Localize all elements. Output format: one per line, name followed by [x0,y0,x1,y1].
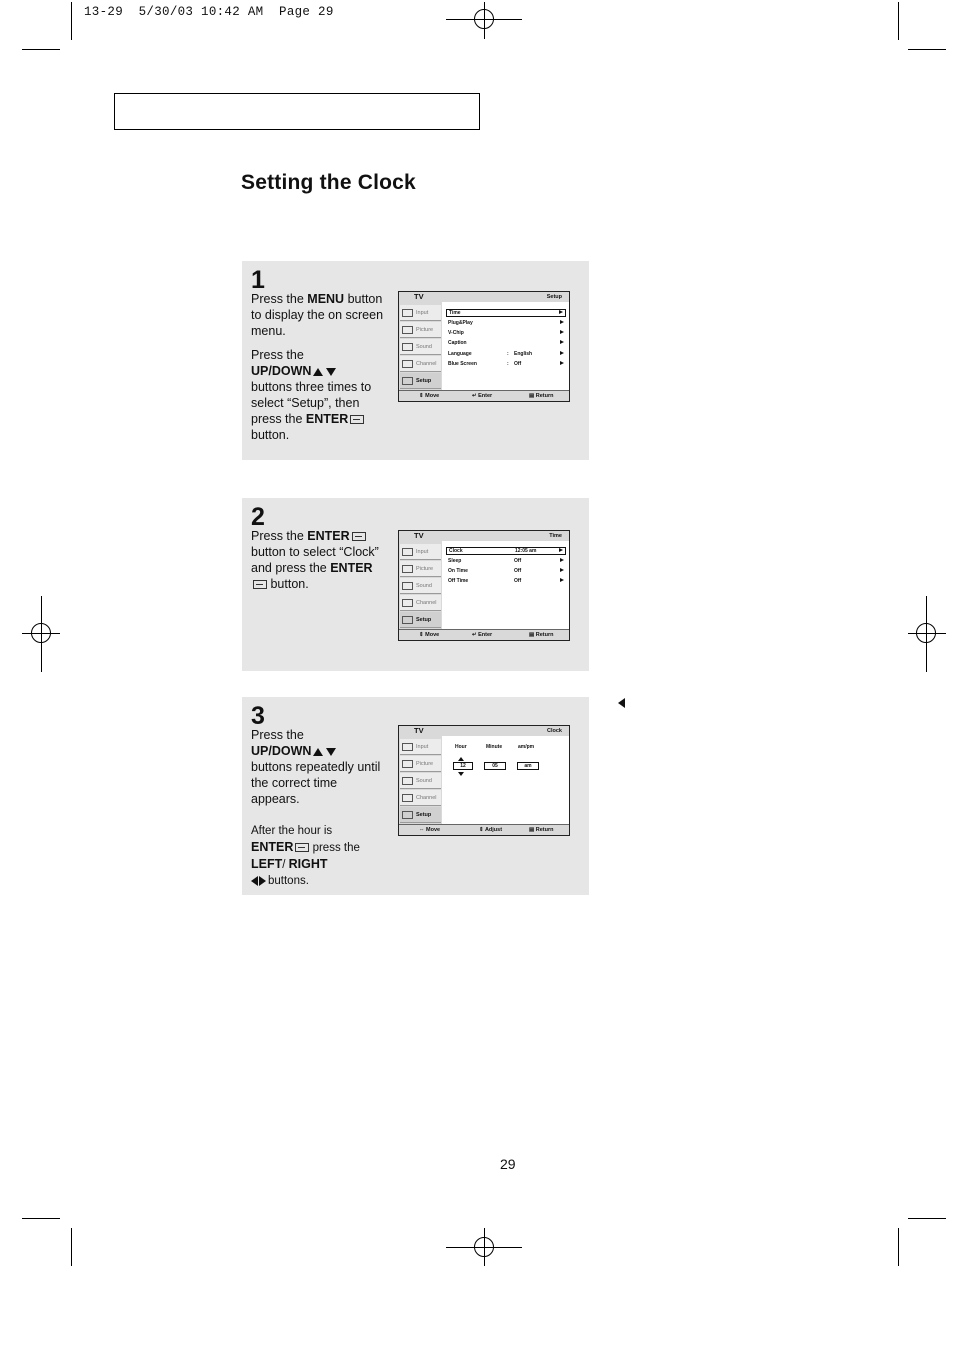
step-3-instructions: Press the UP/DOWN buttons repeatedly until the correct time appears. After the hour is ENTER press the LEFT/ RIGHT buttons. [251,728,381,887]
sound-icon [402,343,413,351]
menu-row: V-Chip [446,329,566,337]
menu-item-channel: Channel [400,356,441,372]
enter-icon [350,415,364,424]
setup-icon [402,811,413,819]
printer-slug: 13-29 5/30/03 10:42 AM Page 29 [84,5,334,19]
tv-menu-screen-time: TV Time Input Picture Sound Channel Setup Clock 12:05 am Sleep Off On Time Off Off Time Off ⇕ Move ↵ Enter ▤ Return [398,530,570,641]
menu-item-input: Input [400,305,441,321]
hour-up-icon [458,757,464,761]
menu-row: Time [446,309,566,317]
picture-icon [402,326,413,334]
menu-item-input: Input [400,544,441,560]
page-title: Setting the Clock [241,171,416,194]
enter-icon [253,580,267,589]
menu-item-sound: Sound [400,578,441,594]
menu-row: On Time Off [446,567,566,575]
ampm-field: am [517,762,539,770]
ampm-header: am/pm [518,744,535,750]
menu-row: Sleep Off [446,557,566,565]
step-number: 3 [251,702,265,730]
menu-item-setup: Setup [400,807,441,823]
step-number: 1 [251,266,265,294]
channel-icon [402,794,413,802]
channel-icon [402,599,413,607]
menu-item-picture: Picture [400,322,441,338]
left-arrow-icon [251,876,258,886]
menu-item-input: Input [400,739,441,755]
step-1-panel [242,261,589,460]
header-box [114,93,480,130]
menu-item-picture: Picture [400,756,441,772]
menu-row: Plug&Play [446,319,566,327]
step-3-panel [242,697,589,895]
sound-icon [402,582,413,590]
picture-icon [402,760,413,768]
step-2-panel [242,498,589,671]
setup-icon [402,377,413,385]
step-number: 2 [251,503,265,531]
sound-icon [402,777,413,785]
enter-icon [295,843,309,852]
minute-header: Minute [486,744,503,750]
menu-item-channel: Channel [400,790,441,806]
menu-row: Language : English [446,350,566,358]
input-icon [402,309,413,317]
down-arrow-icon [326,368,336,376]
left-arrow-icon [618,698,625,708]
step-2-instructions: Press the ENTER button to select “Clock” and press the ENTER button. [251,529,379,591]
down-arrow-icon [326,748,336,756]
step-1-instructions: Press the MENU button to display the on screen menu. Press the UP/DOWN buttons three times to select “Setup”, then press the ENTER button. [251,292,384,442]
menu-row: Off Time Off [446,577,566,585]
hour-down-icon [458,772,464,776]
hour-header: Hour [455,744,467,750]
up-arrow-icon [313,368,323,376]
input-icon [402,548,413,556]
menu-item-setup: Setup [400,373,441,389]
menu-row: Blue Screen : Off [446,360,566,368]
menu-row: Clock 12:05 am [446,547,566,555]
up-arrow-icon [313,748,323,756]
channel-icon [402,360,413,368]
menu-item-sound: Sound [400,339,441,355]
menu-item-picture: Picture [400,561,441,577]
minute-field: 05 [484,762,506,770]
input-icon [402,743,413,751]
enter-icon [352,532,366,541]
menu-item-setup: Setup [400,612,441,628]
picture-icon [402,565,413,573]
hour-field: 12 [453,762,473,770]
menu-item-sound: Sound [400,773,441,789]
setup-icon [402,616,413,624]
menu-row: Caption [446,339,566,347]
tv-menu-screen-clock: TV Clock Input Picture Sound Channel Setup Hour Minute am/pm 12 05 am ⇔ Move ⇕ Adjust ▤ Return [398,725,570,836]
tv-menu-screen-setup: TV Setup Input Picture Sound Channel Setup Time Plug&Play V-Chip Caption Language : English Blue Screen : Off ⇕ Move ↵ Enter ▤ Return [398,291,570,402]
page-number: 29 [500,1156,516,1172]
menu-item-channel: Channel [400,595,441,611]
right-arrow-icon [259,876,266,886]
